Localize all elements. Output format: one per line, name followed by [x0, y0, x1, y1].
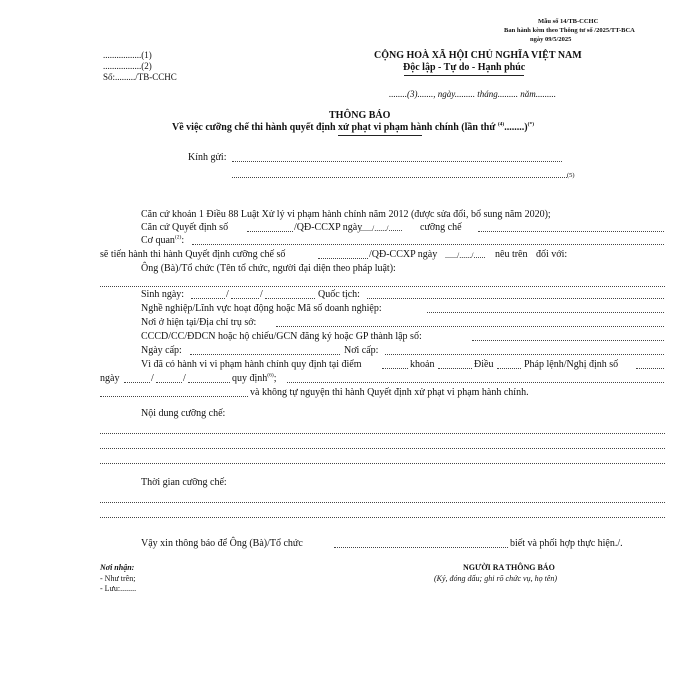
- id-label: CCCD/CC/ĐDCN hoặc hộ chiếu/GCN đăng ký hoặc GP thành lập số:: [141, 331, 422, 342]
- issue-date-blank: [190, 346, 340, 355]
- decree-date-sep-1: /: [151, 373, 154, 384]
- dob-sep-2: /: [260, 289, 263, 300]
- nation-title: CỘNG HOÀ XÃ HỘI CHỦ NGHĨA VIỆT NAM: [374, 50, 582, 61]
- recipient-mark: (5): [567, 172, 575, 179]
- motto-underline: [404, 75, 524, 76]
- decree-blank: [636, 360, 664, 369]
- occupation-label: Nghề nghiệp/Lĩnh vực hoạt động hoặc Mã số doanh nghiệp:: [141, 303, 382, 314]
- address-label: Nơi ở hiện tại/Địa chỉ trụ sở:: [141, 317, 257, 328]
- dob-month: [231, 290, 259, 299]
- regulation-semicolon: ;: [273, 373, 277, 384]
- closing-blank: [334, 539, 508, 548]
- recipient-line-1: [232, 153, 562, 162]
- decision-basis-label: Căn cứ Quyết định số: [141, 222, 229, 233]
- motto: Độc lập - Tự do - Hạnh phúc: [403, 62, 526, 73]
- dob-year: [265, 290, 315, 299]
- noncompliance-text: và không tự nguyện thi hành Quyết định xử phạt vi phạm hành chính.: [250, 387, 529, 398]
- recipient-label: Kính gửi:: [188, 152, 227, 163]
- agency-colon: :: [181, 235, 185, 246]
- decree-label: Pháp lệnh/Nghị định số: [524, 359, 619, 370]
- document-number: Số:........./TB-CCHC: [103, 72, 177, 82]
- issue-place-label: Nơi cấp:: [344, 345, 379, 356]
- nationality-blank: [367, 290, 664, 299]
- agency-sup: (2): [174, 234, 182, 241]
- occupation-blank: [427, 304, 664, 313]
- execution-statement: sẽ tiến hành thi hành Quyết định cưỡng chế số: [100, 249, 286, 260]
- article-blank: [497, 360, 521, 369]
- time-label: Thời gian cưỡng chế:: [141, 477, 227, 488]
- id-blank: [472, 332, 664, 341]
- decision-date-blank: ....../....../.......: [360, 224, 403, 233]
- dob-day: [191, 290, 225, 299]
- document-subtitle: [172, 123, 534, 133]
- recipient-line-2: [232, 169, 567, 178]
- recipient-item-2: - Lưu:........: [100, 584, 137, 593]
- subtitle-text: Về việc cưỡng chế thi hành quyết định xử phạt vi phạm hành chính (lần thứ: [172, 122, 498, 133]
- regulation-label: [232, 374, 276, 384]
- recipient-item-1: - Như trên;: [100, 574, 136, 583]
- enforcement-blank: [478, 223, 664, 232]
- legal-basis: Căn cứ khoản 1 Điều 88 Luật Xử lý vi phạm hành chính năm 2012 (được sửa đổi, bổ sung năm 2020);: [141, 209, 551, 220]
- content-line-2: [100, 440, 665, 449]
- regulation-blank: [287, 374, 664, 383]
- issued-by: Ban hành kèm theo Thông tư số /2025/TT-BCA: [504, 27, 635, 34]
- dob-label: Sinh ngày:: [141, 289, 185, 300]
- article-label: Điều: [474, 359, 494, 370]
- noncompliance-blank: [100, 388, 248, 397]
- document-title: THÔNG BÁO: [329, 110, 391, 121]
- subject-blank: [100, 278, 665, 287]
- clause-blank: [438, 360, 472, 369]
- enforcement-label: cưỡng chế: [420, 222, 462, 233]
- regulation-text: quy định: [232, 373, 268, 384]
- decree-date-label: ngày: [100, 373, 120, 384]
- execution-target: đối với:: [536, 249, 568, 260]
- time-line-2: [100, 509, 665, 518]
- subtitle-sup: (4): [497, 121, 505, 128]
- recipients-label: Nơi nhận:: [100, 563, 135, 572]
- agency-label-text: Cơ quan: [141, 235, 175, 246]
- subtitle-tail: ........): [504, 122, 528, 133]
- agency-label: [141, 236, 184, 246]
- title-underline: [338, 135, 422, 136]
- subtitle-sup2: (*): [527, 121, 535, 128]
- execution-above: nêu trên: [495, 249, 528, 260]
- content-line-3: [100, 455, 665, 464]
- time-line-1: [100, 494, 665, 503]
- nationality-label: Quốc tịch:: [318, 289, 360, 300]
- dob-sep-1: /: [226, 289, 229, 300]
- issue-place-blank: [385, 346, 664, 355]
- content-label: Nội dung cưỡng chế:: [141, 408, 226, 419]
- decision-number-blank: [247, 223, 293, 232]
- point-blank: [382, 360, 408, 369]
- violation-label: Vì đã có hành vi vi phạm hành chính quy định tại điểm: [141, 359, 362, 370]
- closing-text: Vậy xin thông báo để Ông (Bà)/Tổ chức: [141, 538, 303, 549]
- date-line: ........(3)......., ngày......... tháng......... năm.........: [389, 89, 556, 99]
- form-number: Mẫu số 14/TB-CCHC: [538, 18, 599, 25]
- closing-tail: biết và phối hợp thực hiện./.: [510, 538, 623, 549]
- signer-title: NGƯỜI RA THÔNG BÁO: [463, 563, 555, 572]
- decree-date-sep-2: /: [183, 373, 186, 384]
- clause-label: khoản: [410, 359, 435, 370]
- agency-field-1: .................(1): [103, 50, 152, 60]
- subject-label: Ông (Bà)/Tổ chức (Tên tổ chức, người đại diện theo pháp luật):: [141, 263, 396, 274]
- issued-date: ngày 09/5/2025: [530, 36, 572, 43]
- regulation-sup: (6): [267, 372, 274, 379]
- issue-date-label: Ngày cấp:: [141, 345, 182, 356]
- decree-day: [124, 374, 150, 383]
- execution-number-blank: [318, 250, 368, 259]
- address-blank: [276, 318, 664, 327]
- signer-note: (Ký, đóng dấu; ghi rõ chức vụ, họ tên): [434, 574, 558, 583]
- execution-date-blank: ....../....../......: [445, 251, 486, 260]
- agency-field-2: .................(2): [103, 61, 152, 71]
- execution-type: /QĐ-CCXP ngày: [369, 249, 438, 260]
- content-line-1: [100, 425, 665, 434]
- decision-type: /QĐ-CCXP ngày: [294, 222, 363, 233]
- decree-month: [156, 374, 182, 383]
- agency-blank: [192, 236, 664, 245]
- decree-year: [188, 374, 230, 383]
